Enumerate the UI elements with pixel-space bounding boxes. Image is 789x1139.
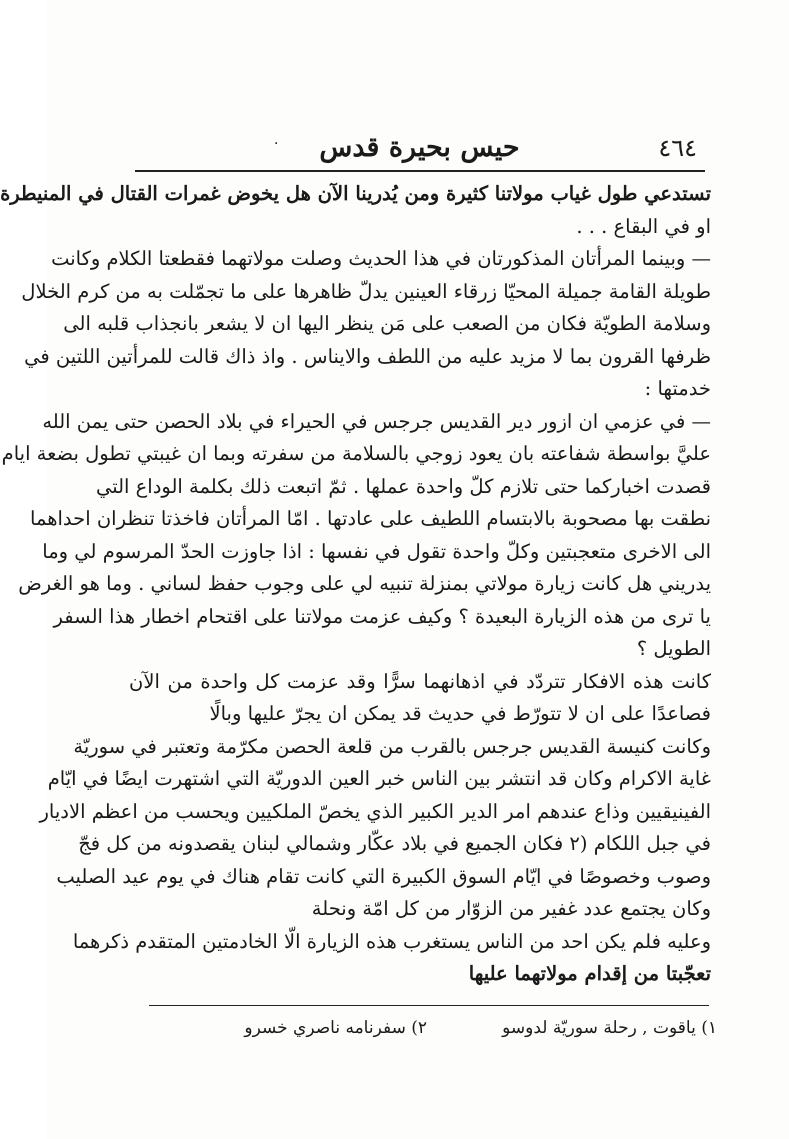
text-line: الى الاخرى متعجبتين وكلّ واحدة تقول في نفسها : اذا جاوزت الحدّ المرسوم لي وما [42,539,711,563]
text-line: ظرفها القرون بما لا مزيد عليه من اللطف والايناس . واذ ذاك قالت للمرأتين اللتين في [24,344,711,368]
text-line: وعليه فلم يكن احد من الناس يستغرب هذه الزيارة الّا الخادمتين المتقدم ذكرهما [72,929,711,953]
text-line: — وبينما المرأتان المذكورتان في هذا الحديث وصلت مولاتهما فقطعتا الكلام وكانت [51,247,711,270]
text-line: يا ترى من هذه الزيارة البعيدة ؟ وكيف عزمت مولاتنا على اقتحام اخطار هذا السفر [53,604,711,628]
text-line: قصدت اخباركما حتى تلازم كلّ واحدة عملها . ثمّ اتبعت ذلك بكلمة الوداع التي [95,474,711,498]
footnote-1: ١) ياقوت , رحلة سوريّة لدوسو [502,1018,717,1038]
text-line: الفينيقيين وذاع عندهم امر الدير الكبير الذي يخصّ الملكيين ويحسب من اعظم الاديار [39,799,711,823]
text-line: تستدعي طول غياب مولاتنا كثيرة ومن يُدرينا الآن هل يخوض غمرات القتال في المنيطرة [0,182,711,205]
text-line: وصوب وخصوصًا في ايّام السوق الكبيرة التي كانت تقام هناك في يوم عيد الصليب [56,864,711,888]
text-line: وسلامة الطويّة فكان من الصعب على مَن ينظر اليها ان لا يشعر بانجذاب قلبه الى [63,312,711,335]
text-line: كانت هذه الافكار تتردّد في اذهانهما سرًّا وقد عزمت كل واحدة من الآن [129,669,711,693]
text-line: نطقت بها مصحوبة بالابتسام اللطيف على عادتها . امّا المرأتان فاخذتا تنظران احداهما [30,507,711,530]
header-dot: · [274,136,279,152]
page-header [142,130,697,166]
text-line: تعجّبتا من إقدام مولاتهما عليها [468,962,711,985]
page-number: ٤٦٤ [658,134,697,162]
footnote-2: ٢) سفرنامه ناصري خسرو [244,1018,427,1038]
text-line: في جبل اللكام (٢ فكان الجميع في بلاد عكّار وشمالي لبنان يقصدونه من كل فجّ [78,832,711,855]
text-line: — في عزمي ان ازور دير القديس جرجس في الحيراء في بلاد الحصن حتى يمن الله [42,409,711,433]
text-line: غاية الاكرام وكان قد انتشر بين الناس خبر العين الدوريّة التي اشتهرت ايضًا في ايّام [47,767,711,790]
text-line: الطويل ؟ [636,637,711,660]
text-line: عليَّ بواسطة شفاعته بان يعود زوجي بالسلامة من سفرته وبما ان غيبتي تطول بضعة ايام [1,442,711,465]
header-rule [135,170,705,172]
text-line: وكان يجتمع عدد غفير من الزوّار من كل امّة ونحلة [311,897,711,920]
running-title: حيس بحيرة قدس [319,132,520,163]
text-line: فصاعدًا على ان لا تتورّط في حديث قد يمكن ان يجرّ عليها وبالًا [209,702,711,725]
body-text [0,178,711,991]
footnotes [182,1013,717,1043]
footnote-rule [149,1005,709,1006]
text-line: خدمتها : [644,377,711,400]
text-line: يدريني هل كانت زيارة مولاتي بمنزلة تنبيه لي على وجوب حفظ لساني . وما هو الغرض [18,572,711,595]
text-line: طويلة القامة جميلة المحيّا زرقاء العينين يدلّ ظاهرها على ما تجمّلت به من كرم الخلال [21,279,711,303]
text-line: او في البقاع . . . [576,214,711,238]
text-line: وكانت كنيسة القديس جرجس بالقرب من قلعة الحصن مكرّمة وتعتبر في سوريّة [73,734,711,758]
